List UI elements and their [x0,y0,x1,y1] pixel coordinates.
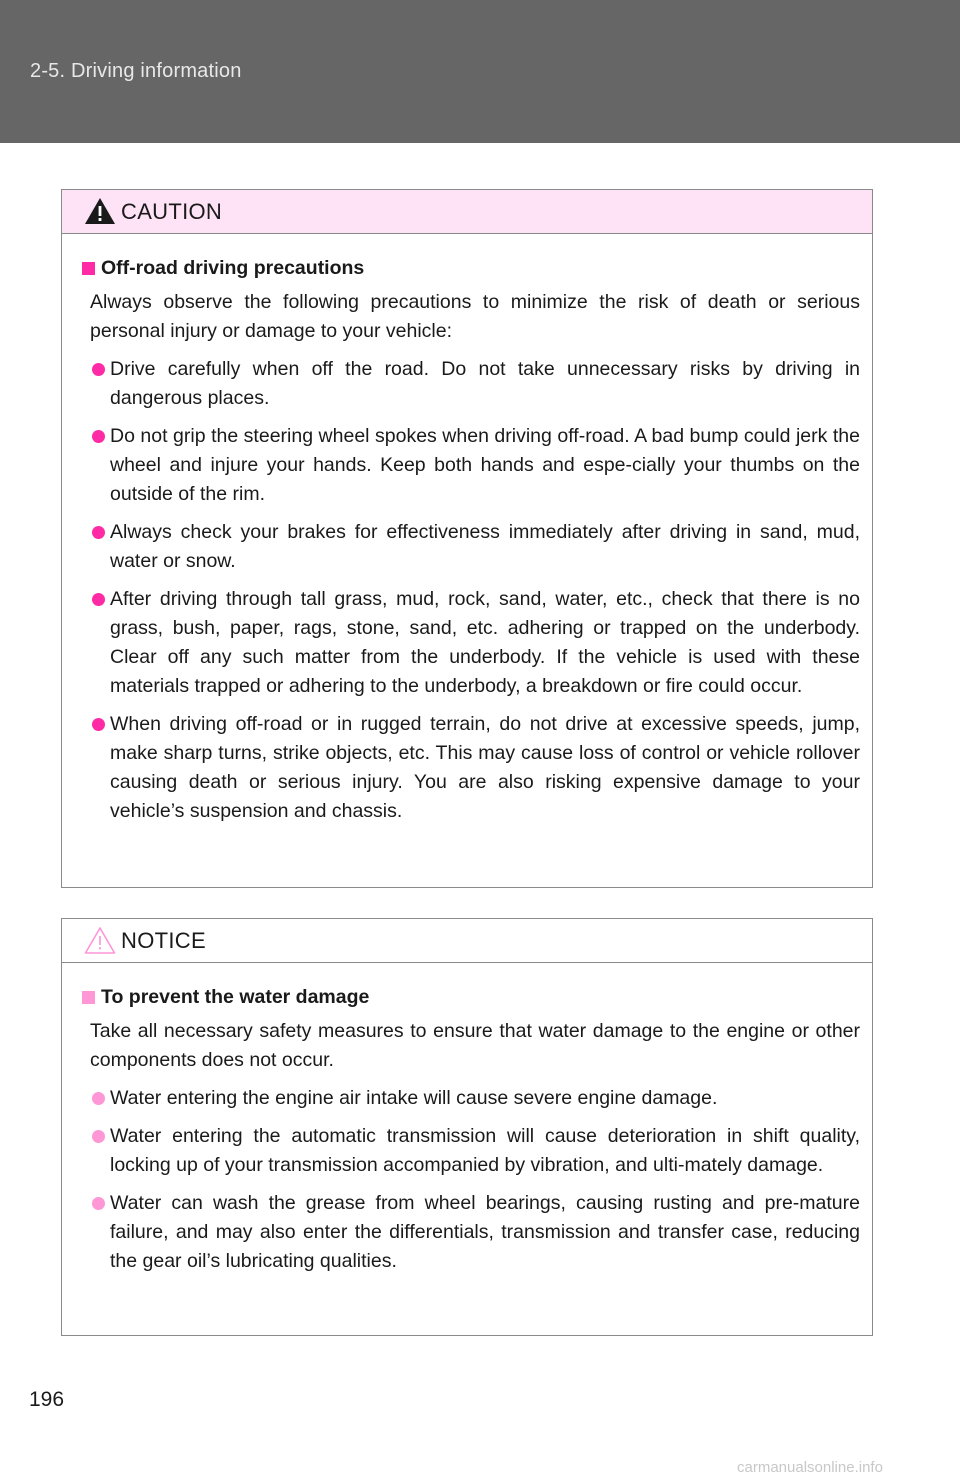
list-item-text: Water entering the engine air intake will cause severe engine damage. [110,1087,718,1109]
list-item-text: Drive carefully when off the road. Do not take unnecessary risks by driving in dangerous places. [110,358,860,409]
list-item-text: Always check your brakes for effectiveness immediately after driving in sand, mud, water or snow. [110,521,860,572]
list-item-text: When driving off-road or in rugged terrain, do not drive at excessive speeds, jump, make sharp turns, strike objects, etc. This may cause loss of control or vehicle rollover causing death or serious injury. You are also risking expensive damage to your vehicle’s suspension and chassis. [110,713,860,822]
circle-bullet-icon [92,1197,105,1210]
list-item [82,710,860,826]
watermark: carmanualsonline.info [737,1459,883,1476]
notice-intro: Take all necessary safety measures to ensure that water damage to the engine or other components does not occur. [90,1020,860,1071]
caution-box [61,189,873,888]
circle-bullet-icon [92,1130,105,1143]
notice-triangle-outline-icon [84,925,116,955]
page-number: 196 [29,1388,65,1411]
list-item-text: Water can wash the grease from wheel bearings, causing rusting and pre-mature failure, and may also enter the differentials, transmission and transfer case, reducing the gear oil’s lubricating qualities. [110,1192,860,1272]
circle-bullet-icon [92,526,105,539]
circle-bullet-icon [92,718,105,731]
circle-bullet-icon [92,593,105,606]
caution-section-title [82,254,860,282]
list-item-text: Do not grip the steering wheel spokes when driving off-road. A bad bump could jerk the wheel and injure your hands. Keep both hands and espe-cially your thumbs on the outside of the rim. [110,425,860,505]
list-item [82,1122,860,1180]
notice-section-title [82,983,860,1011]
notice-label: NOTICE [121,928,206,953]
caution-header [62,190,872,234]
list-item-text: After driving through tall grass, mud, rock, sand, water, etc., check that there is no grass, bush, paper, rags, stone, sand, etc. adhering or trapped on the underbody. Clear off any such matter from the underbody. If the vehicle is used with these materials trapped or adhering to the underbody, a breakdown or fire could occur. [110,588,860,697]
caution-label: CAUTION [121,199,223,224]
section-breadcrumb: 2-5. Driving information [30,60,242,82]
notice-section-title-text: To prevent the water damage [101,986,370,1008]
caution-intro: Always observe the following precautions to minimize the risk of death or serious personal injury or damage to your vehicle: [90,291,860,342]
list-item [82,518,860,576]
square-bullet-icon [82,991,95,1004]
square-bullet-icon [82,262,95,275]
list-item [82,1084,860,1113]
circle-bullet-icon [92,363,105,376]
list-item [82,355,860,413]
notice-header [62,919,872,963]
page-header-bar [0,0,960,143]
list-item [82,585,860,701]
notice-body [62,963,872,1276]
list-item [82,1189,860,1276]
caution-body [62,234,872,826]
circle-bullet-icon [92,430,105,443]
notice-box [61,918,873,1336]
list-item [82,422,860,509]
circle-bullet-icon [92,1092,105,1105]
caution-section-title-text: Off-road driving precautions [101,257,365,279]
warning-triangle-icon [84,196,116,226]
list-item-text: Water entering the automatic transmission will cause deterioration in shift quality, locking up of your transmission accompanied by vibration, and ulti-mately damage. [110,1125,860,1176]
